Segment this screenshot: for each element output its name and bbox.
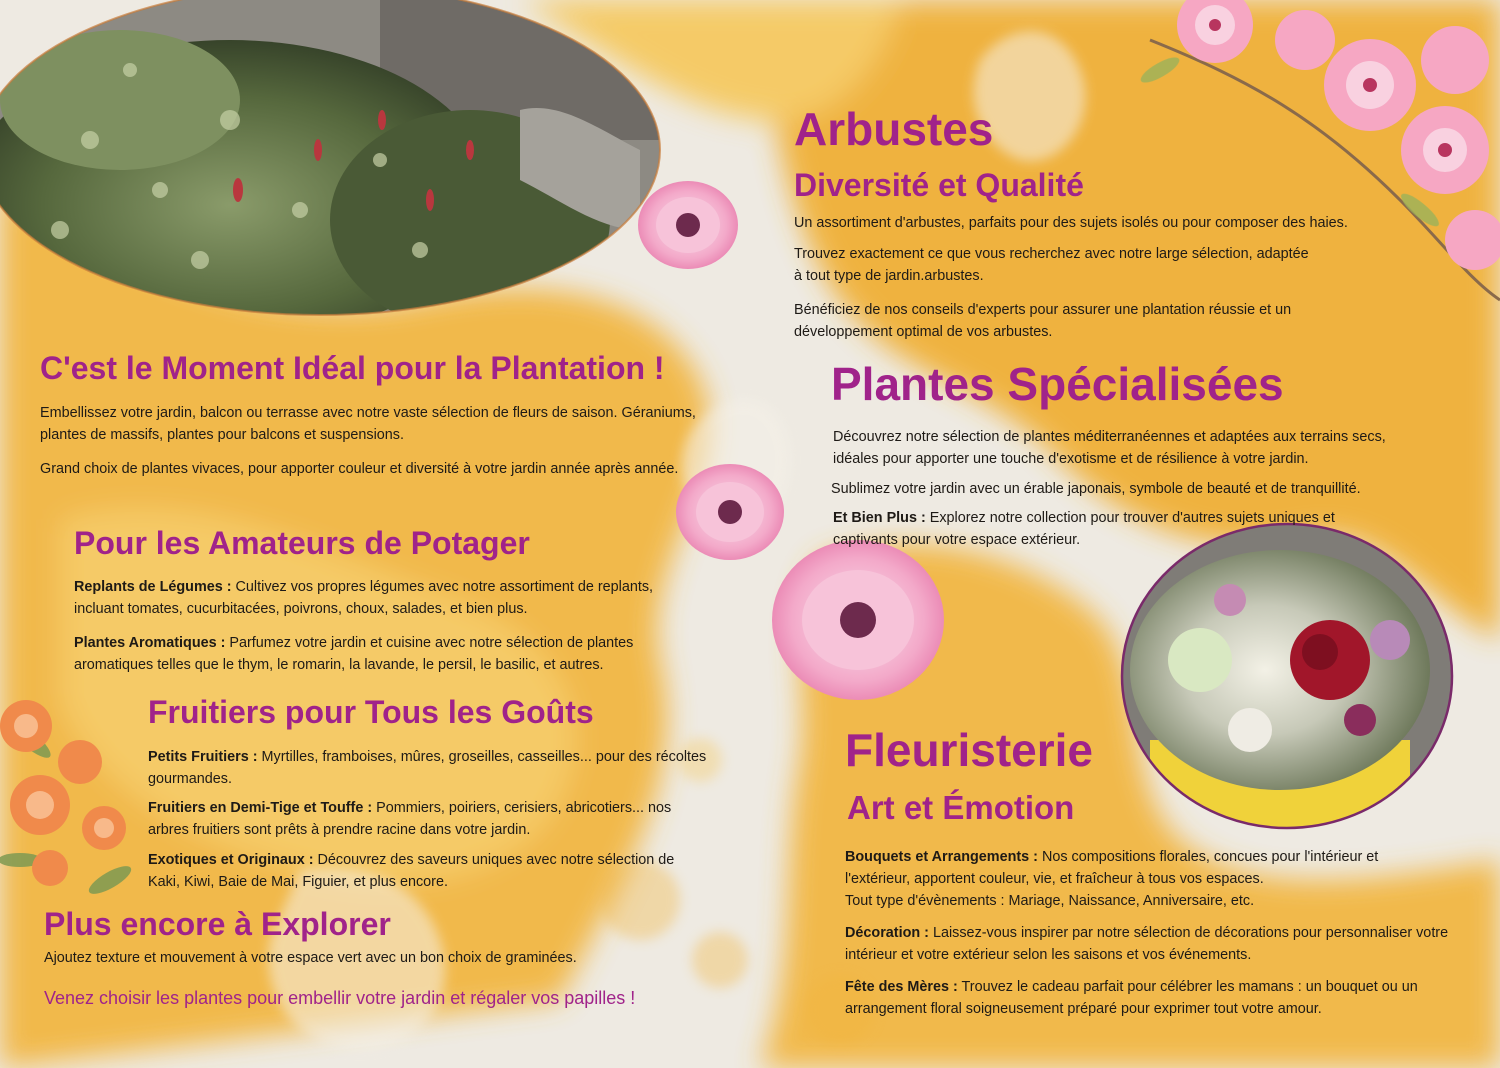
specialisees-item-label: Et Bien Plus : bbox=[833, 510, 926, 526]
fruitiers-item-text: Découvrez des saveurs uniques avec notre sélection de Kaki, Kiwi, Baie de Mai, Figuier, et plus encore. bbox=[148, 852, 675, 890]
fleuristerie-subtitle: Art et Émotion bbox=[847, 789, 1075, 826]
plantation-paragraph-2: Grand choix de plantes vivaces, pour apporter couleur et diversité à votre jardin année après année. bbox=[40, 461, 679, 477]
potager-item bbox=[74, 576, 704, 620]
fleuristerie-item bbox=[845, 922, 1455, 966]
fleuristerie-item-text: Nos compositions florales, concues pour l'intérieur et l'extérieur, apportent couleur, vie, et fraîcheur à tous vos espaces. bbox=[845, 849, 1379, 887]
specialisees-item-text: Explorez notre collection pour trouver d'autres sujets uniques et captivants pour votre espace extérieur. bbox=[833, 510, 1335, 548]
arbustes-title: Arbustes bbox=[794, 103, 994, 155]
potager-title: Pour les Amateurs de Potager bbox=[74, 525, 530, 561]
plantation-title: C'est le Moment Idéal pour la Plantation ! bbox=[40, 350, 665, 386]
arbustes-paragraph-3: Bénéficiez de nos conseils d'experts pour assurer une plantation réussie et un développement optimal de vos arbustes. bbox=[794, 302, 1292, 340]
fruitiers-item-text: Myrtilles, framboises, mûres, groseilles, casseilles... pour des récoltes gourmandes. bbox=[148, 749, 707, 787]
fleuristerie-item-text: Laissez-vous inspirer par notre sélection de décorations pour personnaliser votre intérieur et votre extérieur selon les saisons et vos événements. bbox=[845, 925, 1449, 963]
fleuristerie-item-label: Bouquets et Arrangements : bbox=[845, 849, 1038, 865]
arbustes-subtitle: Diversité et Qualité bbox=[794, 167, 1084, 203]
fleuristerie-events-text: Tout type d'évènements : Mariage, Naissance, Anniversaire, etc. bbox=[845, 893, 1255, 909]
specialisees-paragraph-1: Découvrez notre sélection de plantes méditerranéennes et adaptées aux terrains secs, idéales pour apporter une touche d'exotisme et de résilience à votre jardin. bbox=[833, 429, 1386, 467]
explorer-title: Plus encore à Explorer bbox=[44, 906, 391, 942]
fruitiers-item-label: Exotiques et Originaux : bbox=[148, 852, 314, 868]
fleuristerie-item bbox=[845, 846, 1430, 912]
fruitiers-item bbox=[148, 746, 708, 790]
potager-item-label: Plantes Aromatiques : bbox=[74, 635, 226, 651]
fruitiers-item-label: Fruitiers en Demi-Tige et Touffe : bbox=[148, 800, 373, 816]
fruitiers-item bbox=[148, 797, 708, 841]
fruitiers-title: Fruitiers pour Tous les Goûts bbox=[148, 694, 594, 730]
specialisees-title: Plantes Spécialisées bbox=[831, 358, 1284, 410]
potager-item-text: Cultivez vos propres légumes avec notre assortiment de replants, incluant tomates, cucurbitacées, poivrons, choux, salades, et bien plus. bbox=[74, 579, 654, 617]
specialisees-paragraph-2: Sublimez votre jardin avec un érable japonais, symbole de beauté et de tranquillité. bbox=[831, 481, 1361, 497]
fleuristerie-title: Fleuristerie bbox=[845, 724, 1093, 776]
potager-item bbox=[74, 632, 704, 676]
specialisees-item bbox=[833, 507, 1403, 551]
plantation-paragraph-1: Embellissez votre jardin, balcon ou terrasse avec notre vaste sélection de fleurs de saison. Géraniums, plantes de massifs, plantes pour balcons et suspensions. bbox=[40, 405, 696, 443]
explorer-paragraph: Ajoutez texture et mouvement à votre espace vert avec un bon choix de graminées. bbox=[44, 950, 577, 966]
fleuristerie-item bbox=[845, 976, 1445, 1020]
fruitiers-item bbox=[148, 849, 708, 893]
fleuristerie-item-text: Trouvez le cadeau parfait pour célébrer les mamans : un bouquet ou un arrangement floral soigneusement préparé pour exprimer tout votre amour. bbox=[845, 979, 1418, 1017]
fruitiers-item-text: Pommiers, poiriers, cerisiers, abricotiers... nos arbres fruitiers sont prêts à prendre racine dans votre jardin. bbox=[148, 800, 672, 838]
explorer-tagline: Venez choisir les plantes pour embellir votre jardin et régaler vos papilles ! bbox=[44, 988, 636, 1008]
potager-item-text: Parfumez votre jardin et cuisine avec notre sélection de plantes aromatiques telles que le thym, le romarin, la lavande, le persil, le basilic, et autres. bbox=[74, 635, 634, 673]
arbustes-paragraph-2: Trouvez exactement ce que vous recherchez avec notre large sélection, adaptée à tout type de jardin.arbustes. bbox=[794, 246, 1309, 284]
arbustes-paragraph-1: Un assortiment d'arbustes, parfaits pour des sujets isolés ou pour composer des haies. bbox=[794, 215, 1348, 231]
fleuristerie-item-label: Fête des Mères : bbox=[845, 979, 958, 995]
fruitiers-item-label: Petits Fruitiers : bbox=[148, 749, 258, 765]
potager-item-label: Replants de Légumes : bbox=[74, 579, 232, 595]
fleuristerie-item-label: Décoration : bbox=[845, 925, 929, 941]
